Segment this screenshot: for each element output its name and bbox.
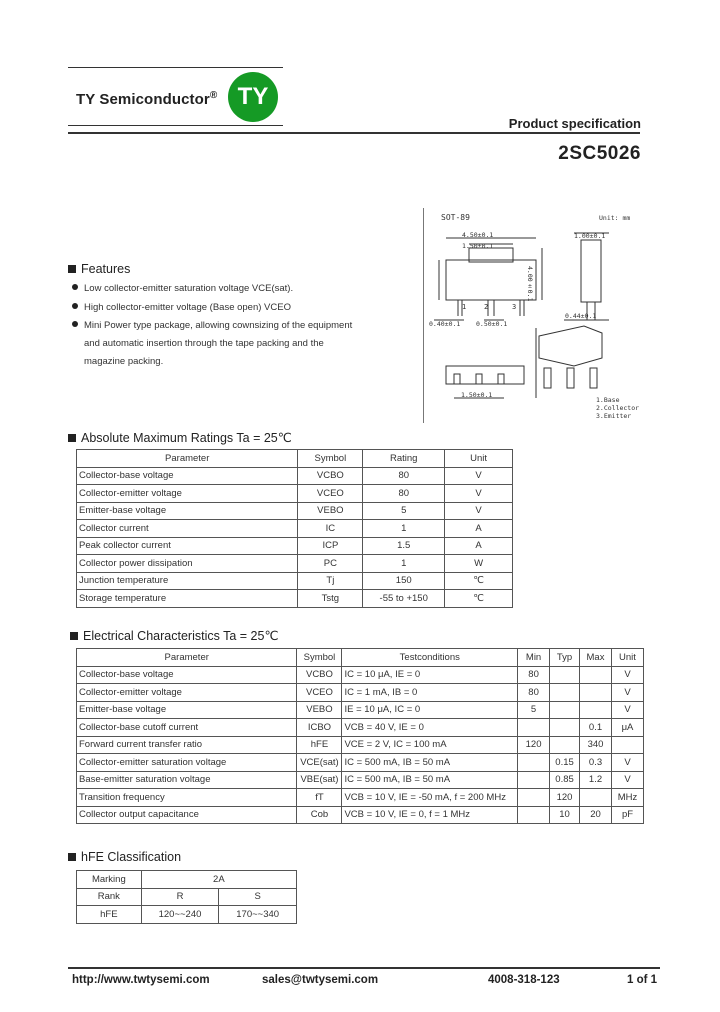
page-number: 1 of 1	[627, 974, 658, 986]
table-cell: VCEO	[298, 485, 363, 503]
email-link[interactable]: sales@twtysemi.com	[262, 974, 379, 986]
table-header-row	[77, 649, 644, 667]
table-row	[77, 719, 644, 737]
table-cell: V	[611, 754, 643, 772]
table-cell: IC = 1 mA, IB = 0	[342, 684, 518, 702]
dim-label: 1.50±0.1	[461, 391, 493, 399]
header-main-rule	[68, 132, 640, 134]
table-cell: hFE	[297, 736, 342, 754]
package-unit: Unit: mm	[599, 214, 631, 222]
table-header: Typ	[550, 649, 580, 667]
dim-label: 0.44±0.1	[565, 312, 597, 320]
table-cell	[580, 684, 612, 702]
table-header: Symbol	[298, 450, 363, 468]
dim-label: 4.50±0.1	[462, 231, 494, 239]
table-cell: R	[141, 888, 219, 906]
table-cell: VCBO	[298, 467, 363, 485]
table-cell: V	[611, 666, 643, 684]
table-header: Rating	[363, 450, 445, 468]
bullet-dot-icon	[72, 303, 78, 309]
table-cell: Collector-base cutoff current	[77, 719, 297, 737]
table-row	[77, 736, 644, 754]
table-cell	[518, 719, 550, 737]
table-cell: IE = 10 μA, IC = 0	[342, 701, 518, 719]
table-row	[77, 684, 644, 702]
table-cell: IC = 500 mA, IB = 50 mA	[342, 771, 518, 789]
table-cell: IC = 10 μA, IE = 0	[342, 666, 518, 684]
table-row	[77, 555, 513, 573]
table-cell: VBE(sat)	[297, 771, 342, 789]
table-cell: Collector-emitter voltage	[77, 485, 298, 503]
table-cell	[550, 666, 580, 684]
table-cell: Collector power dissipation	[77, 555, 298, 573]
table-cell: VEBO	[297, 701, 342, 719]
table-row	[77, 771, 644, 789]
table-cell: Tj	[298, 572, 363, 590]
feature-item: Low collector-emitter saturation voltage VCE(sat).	[72, 283, 293, 294]
table-cell: VCE(sat)	[297, 754, 342, 772]
table-row	[77, 789, 644, 807]
table-cell: pF	[611, 806, 643, 824]
table-cell	[580, 666, 612, 684]
table-header: Symbol	[297, 649, 342, 667]
table-cell: V	[611, 701, 643, 719]
elec-char-heading: Electrical Characteristics Ta = 25℃	[70, 628, 278, 643]
table-cell: VCBO	[297, 666, 342, 684]
table-cell	[518, 806, 550, 824]
table-header: Parameter	[77, 450, 298, 468]
table-cell: 80	[363, 485, 445, 503]
table-cell: MHz	[611, 789, 643, 807]
table-row	[77, 590, 513, 608]
table-cell: ICBO	[297, 719, 342, 737]
table-cell: Collector current	[77, 520, 298, 538]
table-cell: ℃	[445, 572, 513, 590]
table-header-row	[77, 450, 513, 468]
table-cell: V	[445, 467, 513, 485]
table-cell	[518, 754, 550, 772]
table-cell: Collector-emitter voltage	[77, 684, 297, 702]
features-heading: Features	[68, 262, 130, 276]
table-row	[77, 701, 644, 719]
table-cell: ℃	[445, 590, 513, 608]
feature-item: Mini Power type package, allowing cownsizing of the equipment	[72, 320, 352, 331]
website-link[interactable]: http://www.twtysemi.com	[72, 974, 210, 986]
dim-label: 0.50±0.1	[476, 320, 508, 328]
table-header: Parameter	[77, 649, 297, 667]
part-number: 2SC5026	[558, 143, 641, 164]
table-cell: Rank	[77, 888, 142, 906]
abs-max-heading: Absolute Maximum Ratings Ta = 25℃	[68, 430, 292, 445]
table-cell	[611, 736, 643, 754]
table-cell: Storage temperature	[77, 590, 298, 608]
footer-rule	[68, 967, 660, 969]
elec-char-table	[76, 648, 644, 824]
table-row	[77, 754, 644, 772]
table-cell	[580, 701, 612, 719]
feature-item-continued: and automatic insertion through the tape packing and the	[84, 338, 324, 349]
table-cell: 10	[550, 806, 580, 824]
table-cell: 80	[518, 666, 550, 684]
table-row	[77, 871, 297, 889]
table-cell: -55 to +150	[363, 590, 445, 608]
package-drawing	[423, 208, 639, 423]
table-cell: V	[445, 502, 513, 520]
feature-item-continued: magazine packing.	[84, 356, 164, 367]
table-cell: Collector-base voltage	[77, 467, 298, 485]
bullet-square-icon	[68, 434, 76, 442]
table-row	[77, 806, 644, 824]
dim-label: 1.50±0.1	[462, 242, 494, 250]
table-cell: Cob	[297, 806, 342, 824]
table-cell: S	[219, 888, 297, 906]
table-cell: V	[445, 485, 513, 503]
table-cell: A	[445, 520, 513, 538]
table-cell: 120~~240	[141, 906, 219, 924]
table-cell: Base-emitter saturation voltage	[77, 771, 297, 789]
table-cell: 5	[363, 502, 445, 520]
table-cell: Forward current transfer ratio	[77, 736, 297, 754]
table-cell: μA	[611, 719, 643, 737]
table-cell: 80	[363, 467, 445, 485]
pin-legend: 3.Emitter	[596, 412, 632, 420]
table-cell: Emitter-base voltage	[77, 701, 297, 719]
table-cell: 0.3	[580, 754, 612, 772]
table-cell: PC	[298, 555, 363, 573]
table-cell: Collector-base voltage	[77, 666, 297, 684]
table-cell: VEBO	[298, 502, 363, 520]
dim-label: 0.40±0.1	[429, 320, 461, 328]
table-cell: fT	[297, 789, 342, 807]
header-top-rule	[68, 67, 283, 68]
table-row	[77, 666, 644, 684]
table-cell: 150	[363, 572, 445, 590]
table-cell: 170~~340	[219, 906, 297, 924]
table-cell	[550, 684, 580, 702]
table-cell: IC = 500 mA, IB = 50 mA	[342, 754, 518, 772]
table-cell: 5	[518, 701, 550, 719]
table-cell	[518, 789, 550, 807]
table-row	[77, 502, 513, 520]
table-cell: 20	[580, 806, 612, 824]
table-cell: 120	[518, 736, 550, 754]
table-cell: Marking	[77, 871, 142, 889]
table-cell: 80	[518, 684, 550, 702]
table-row	[77, 520, 513, 538]
pin-number: 2	[484, 303, 489, 311]
table-cell: 1.2	[580, 771, 612, 789]
table-cell: W	[445, 555, 513, 573]
dim-label: 1.00±0.1	[574, 232, 606, 240]
table-row	[77, 906, 297, 924]
bullet-square-icon	[68, 265, 76, 273]
table-cell: V	[611, 684, 643, 702]
table-cell: Collector output capacitance	[77, 806, 297, 824]
table-row	[77, 537, 513, 555]
table-cell	[550, 701, 580, 719]
table-row	[77, 485, 513, 503]
table-header: Min	[518, 649, 550, 667]
table-cell: hFE	[77, 906, 142, 924]
abs-max-table	[76, 449, 513, 608]
table-cell: A	[445, 537, 513, 555]
table-cell: Peak collector current	[77, 537, 298, 555]
table-cell: 0.85	[550, 771, 580, 789]
hfe-table	[76, 870, 297, 924]
table-cell: Tstg	[298, 590, 363, 608]
hfe-heading: hFE Classification	[68, 850, 181, 864]
table-cell	[550, 719, 580, 737]
table-cell: 340	[580, 736, 612, 754]
phone-number: 4008-318-123	[488, 974, 560, 986]
table-cell: Collector-emitter saturation voltage	[77, 754, 297, 772]
package-outline-svg	[424, 208, 639, 423]
table-cell: VCE = 2 V, IC = 100 mA	[342, 736, 518, 754]
table-cell: ICP	[298, 537, 363, 555]
bullet-square-icon	[68, 853, 76, 861]
table-header: Max	[580, 649, 612, 667]
bullet-dot-icon	[72, 321, 78, 327]
product-specification-label: Product specification	[508, 116, 641, 131]
table-cell: 0.1	[580, 719, 612, 737]
table-cell: 1	[363, 555, 445, 573]
bullet-dot-icon	[72, 284, 78, 290]
table-row	[77, 467, 513, 485]
table-row	[77, 572, 513, 590]
table-cell: Emitter-base voltage	[77, 502, 298, 520]
table-cell: Junction temperature	[77, 572, 298, 590]
table-header: Testconditions	[342, 649, 518, 667]
table-cell: 0.15	[550, 754, 580, 772]
table-header: Unit	[445, 450, 513, 468]
pin-legend: 2.Collector	[596, 404, 640, 412]
package-title: SOT-89	[441, 213, 470, 222]
table-header: Unit	[611, 649, 643, 667]
header-mid-rule	[68, 125, 283, 126]
table-cell: Transition frequency	[77, 789, 297, 807]
dim-label: 4.00±0.1	[526, 266, 534, 302]
table-cell	[550, 736, 580, 754]
ty-logo: TY	[228, 72, 278, 122]
table-cell: 1	[363, 520, 445, 538]
table-cell: VCB = 10 V, IE = -50 mA, f = 200 MHz	[342, 789, 518, 807]
table-row	[77, 888, 297, 906]
bullet-square-icon	[70, 632, 78, 640]
table-cell: VCB = 10 V, IE = 0, f = 1 MHz	[342, 806, 518, 824]
table-cell: 1.5	[363, 537, 445, 555]
table-cell: 2A	[141, 871, 296, 889]
table-cell: V	[611, 771, 643, 789]
pin-number: 1	[462, 303, 467, 311]
table-cell	[580, 789, 612, 807]
table-cell	[518, 771, 550, 789]
table-cell: VCB = 40 V, IE = 0	[342, 719, 518, 737]
pin-legend: 1.Base	[596, 396, 620, 404]
brand-name: TY Semiconductor®	[76, 90, 218, 108]
table-cell: 120	[550, 789, 580, 807]
pin-number: 3	[512, 303, 517, 311]
feature-item: High collector-emitter voltage (Base open) VCEO	[72, 302, 291, 313]
table-cell: IC	[298, 520, 363, 538]
table-cell: VCEO	[297, 684, 342, 702]
